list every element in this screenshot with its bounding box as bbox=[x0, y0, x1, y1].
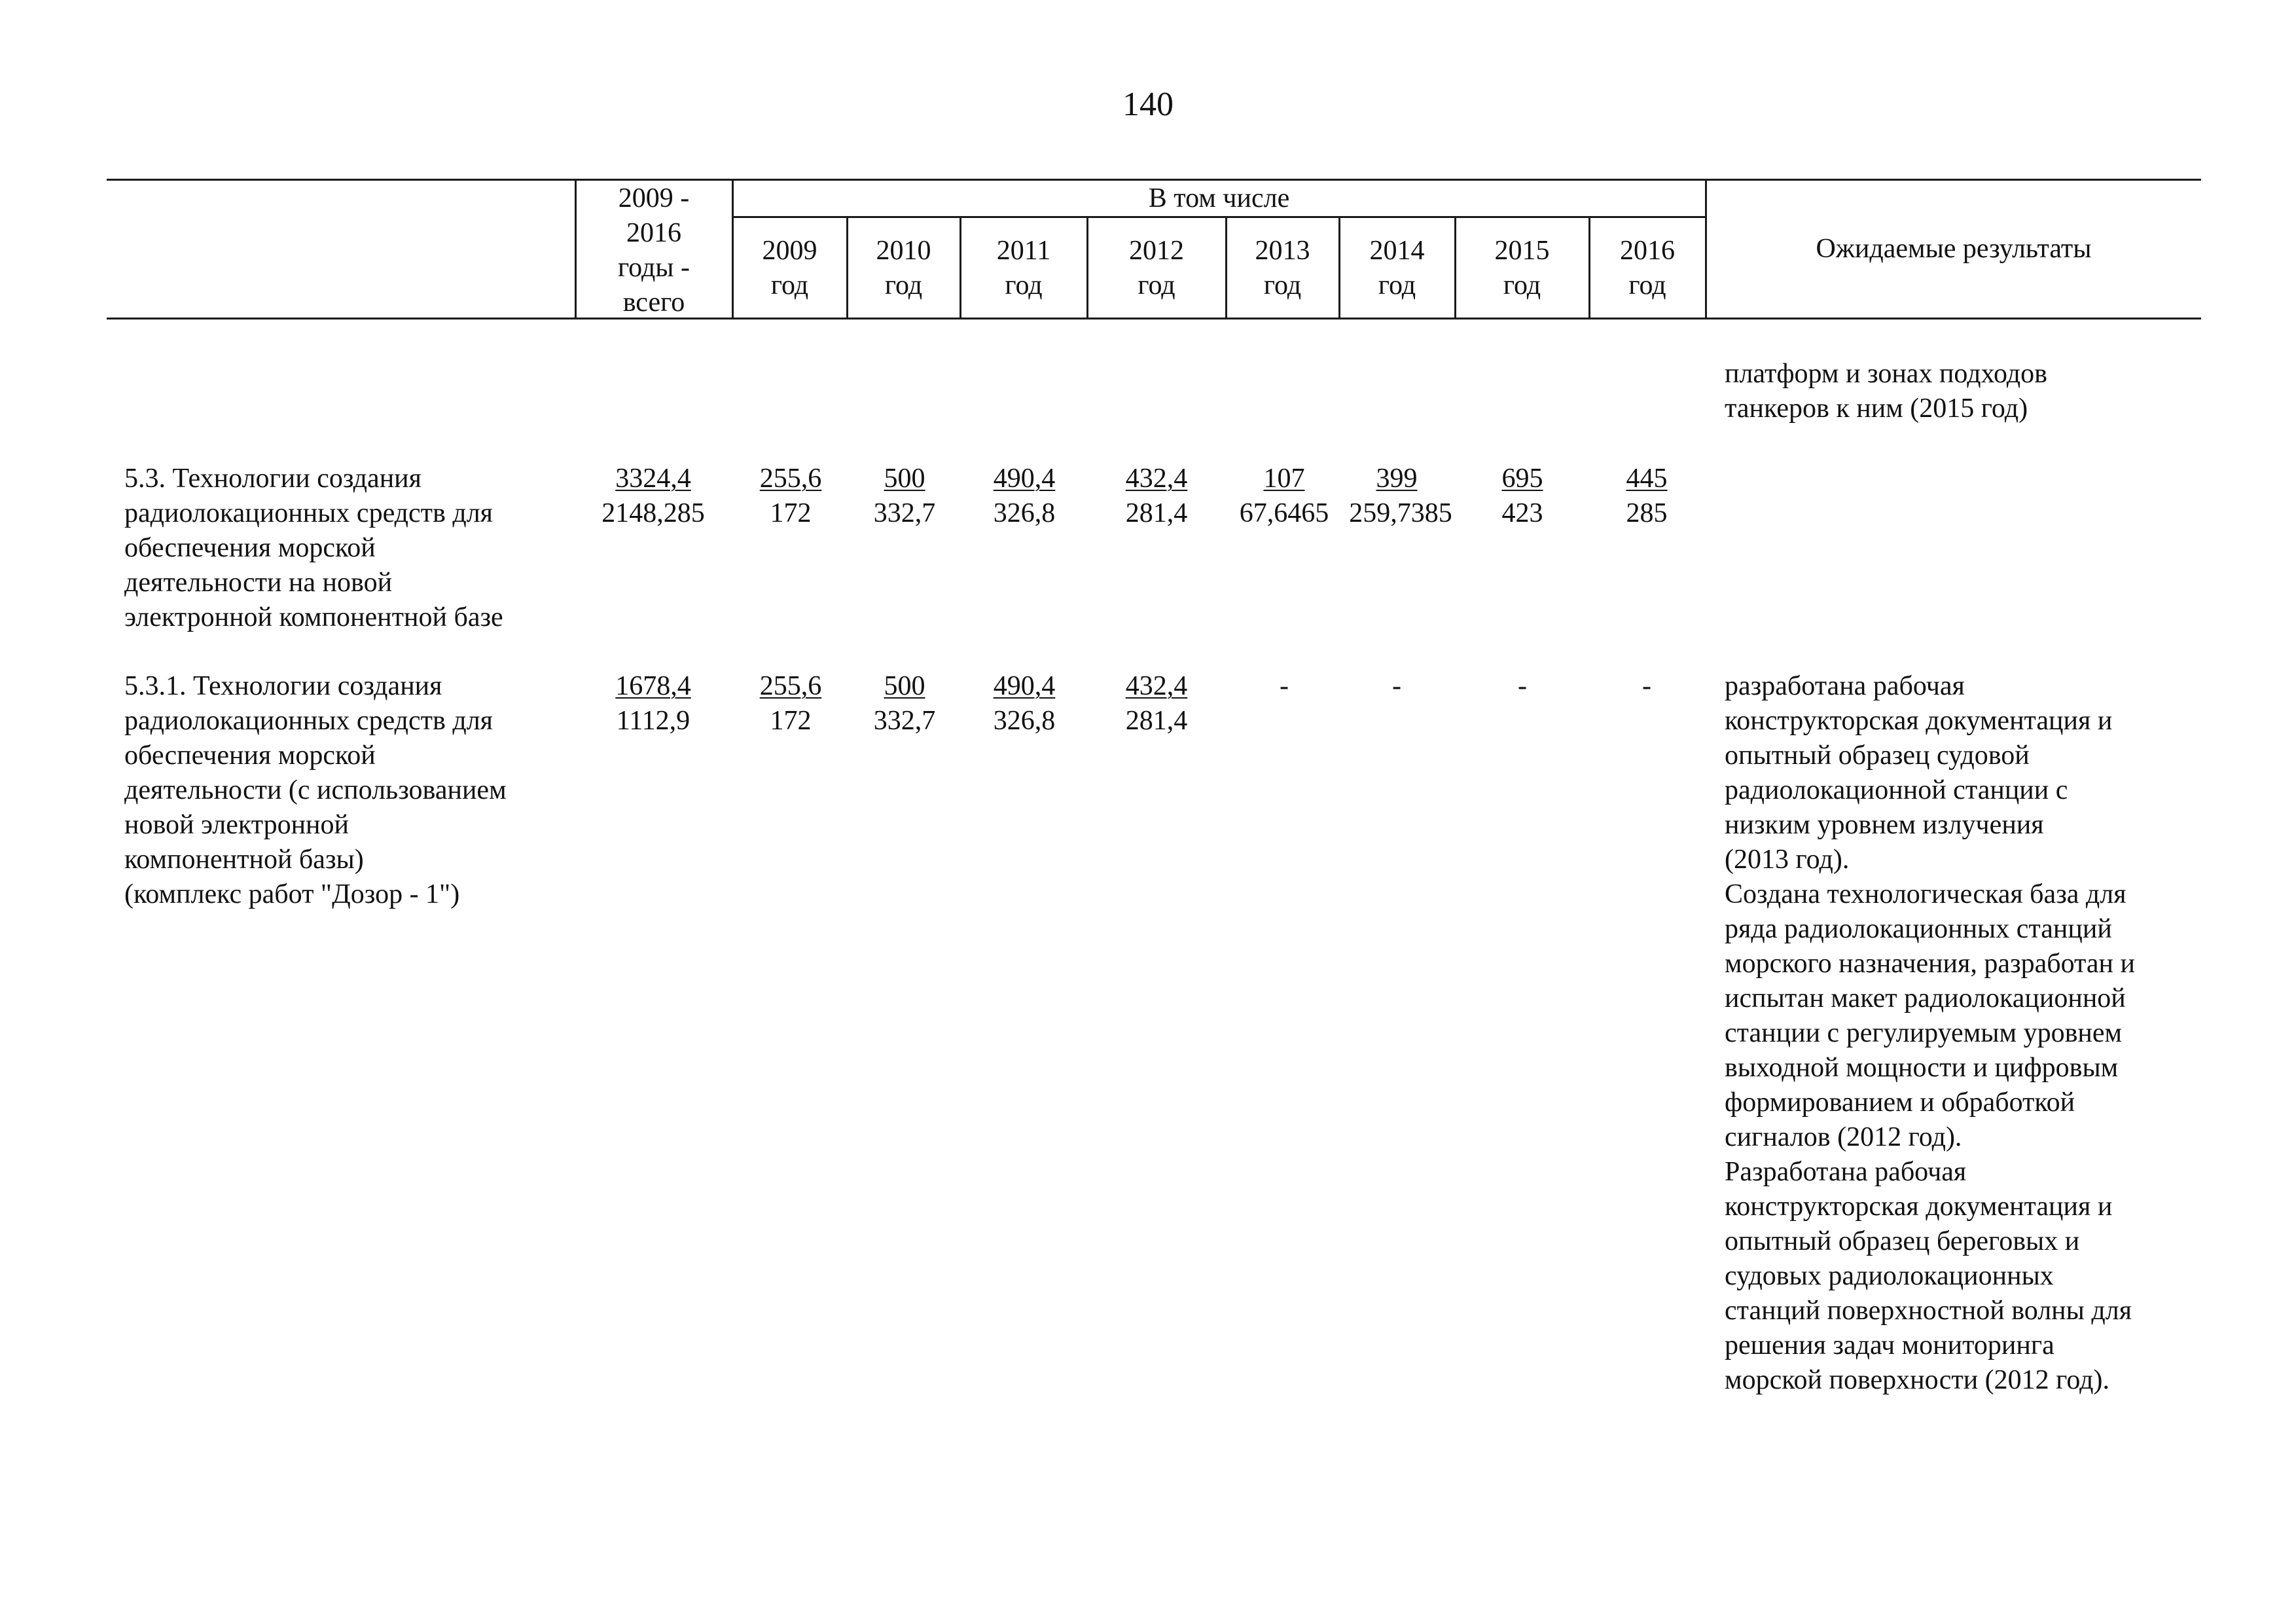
row-5-3-name: 5.3. Технологии создания радиолокационных средств для обеспечения морской деятельности на новой электронной компонентной базе bbox=[124, 464, 503, 632]
row-5-3-plan-2009: 255,6 bbox=[759, 464, 822, 494]
row-5-3-1-plan-2010: 500 bbox=[884, 671, 925, 701]
row-5-3-1-plan-2013: - bbox=[1280, 671, 1289, 701]
row-5-3-plan-2010: 500 bbox=[884, 464, 925, 494]
row-5-3-1-actual-2012: 281,4 bbox=[1125, 706, 1188, 736]
row-5-3-plan-2015: 695 bbox=[1501, 464, 1543, 494]
row-5-3-plan-total: 3324,4 bbox=[615, 464, 691, 494]
row-5-3-1-actual-2011: 326,8 bbox=[993, 706, 1056, 736]
row-5-3-actual-2016: 285 bbox=[1626, 498, 1668, 528]
row-5-3-1-plan-2011: 490,4 bbox=[993, 671, 1056, 701]
row-5-3-plan-2016: 445 bbox=[1626, 464, 1668, 494]
row-5-3-1-plan-2014: - bbox=[1392, 671, 1401, 701]
row-5-3-1-results: разработана рабочая конструкторская документация и опытный образец судовой радиолокационной станции с низким уровнем излучения (2013 год). Создана технологическая база для ряда радиолокационных станций морского назначения, разработан и испытан макет радиолокационной станции с регулируемым уровнем выходной мощности и цифровым формированием и обработкой сигналов (2012 год). Разработана рабочая конструкторская документация и опытный образец береговых и судовых радиолокационных станций поверхностной волны для решения задач мониторинга морской поверхности (2012 год). bbox=[1725, 671, 2136, 1395]
header-year-2010: 2010 год bbox=[876, 236, 931, 301]
years-group-border bbox=[732, 216, 1707, 218]
row-5-3-plan-2012: 432,4 bbox=[1125, 464, 1188, 494]
table-top-border bbox=[107, 179, 2201, 181]
page-number: 140 bbox=[1122, 86, 1174, 123]
row-5-3-1-plan-2009: 255,6 bbox=[759, 671, 822, 701]
row-5-3-actual-2011: 326,8 bbox=[993, 498, 1056, 528]
row-5-3-actual-2012: 281,4 bbox=[1125, 498, 1188, 528]
row-5-3-actual-2009: 172 bbox=[770, 498, 812, 528]
row-5-3-1-plan-2015: - bbox=[1518, 671, 1527, 701]
row-5-3-1-actual-2010: 332,7 bbox=[873, 706, 936, 736]
row-5-3-plan-2011: 490,4 bbox=[993, 464, 1056, 494]
table-header-bottom-border bbox=[107, 318, 2201, 319]
header-year-2012: 2012 год bbox=[1129, 236, 1184, 301]
row-5-3-actual-2013: 67,6465 bbox=[1239, 498, 1329, 528]
header-year-2015: 2015 год bbox=[1494, 236, 1550, 301]
header-year-2014: 2014 год bbox=[1369, 236, 1425, 301]
row-5-3-actual-2015: 423 bbox=[1501, 498, 1543, 528]
row-5-3-1-plan-total: 1678,4 bbox=[615, 671, 691, 701]
header-year-2011: 2011 год bbox=[996, 236, 1051, 301]
row-5-3-1-plan-2012: 432,4 bbox=[1125, 671, 1188, 701]
header-expected-results: Ожидаемые результаты bbox=[1816, 234, 2092, 264]
header-including: В том числе bbox=[1148, 183, 1290, 213]
row-5-3-1-actual-total: 1112,9 bbox=[616, 706, 691, 736]
row-5-3-actual-2010: 332,7 bbox=[873, 498, 936, 528]
row-5-3-1-plan-2016: - bbox=[1642, 671, 1651, 701]
row-5-3-actual-total: 2148,285 bbox=[601, 498, 705, 528]
row-5-3-plan-2014: 399 bbox=[1376, 464, 1418, 494]
header-year-2009: 2009 год bbox=[762, 236, 817, 301]
continuation-results: платформ и зонах подходов танкеров к ним (2015 год) bbox=[1725, 359, 2047, 424]
header-year-2016: 2016 год bbox=[1620, 236, 1675, 301]
row-5-3-actual-2014: 259,7385 bbox=[1349, 498, 1452, 528]
header-total-period: 2009 - 2016 годы - всего bbox=[617, 183, 691, 318]
row-5-3-1-name: 5.3.1. Технологии создания радиолокационных средств для обеспечения морской деятельности (с использованием новой электронной компонентной базы) (комплекс работ "Дозор - 1") bbox=[124, 671, 507, 909]
row-5-3-plan-2013: 107 bbox=[1263, 464, 1305, 494]
header-year-2013: 2013 год bbox=[1255, 236, 1310, 301]
row-5-3-1-actual-2009: 172 bbox=[770, 706, 812, 736]
